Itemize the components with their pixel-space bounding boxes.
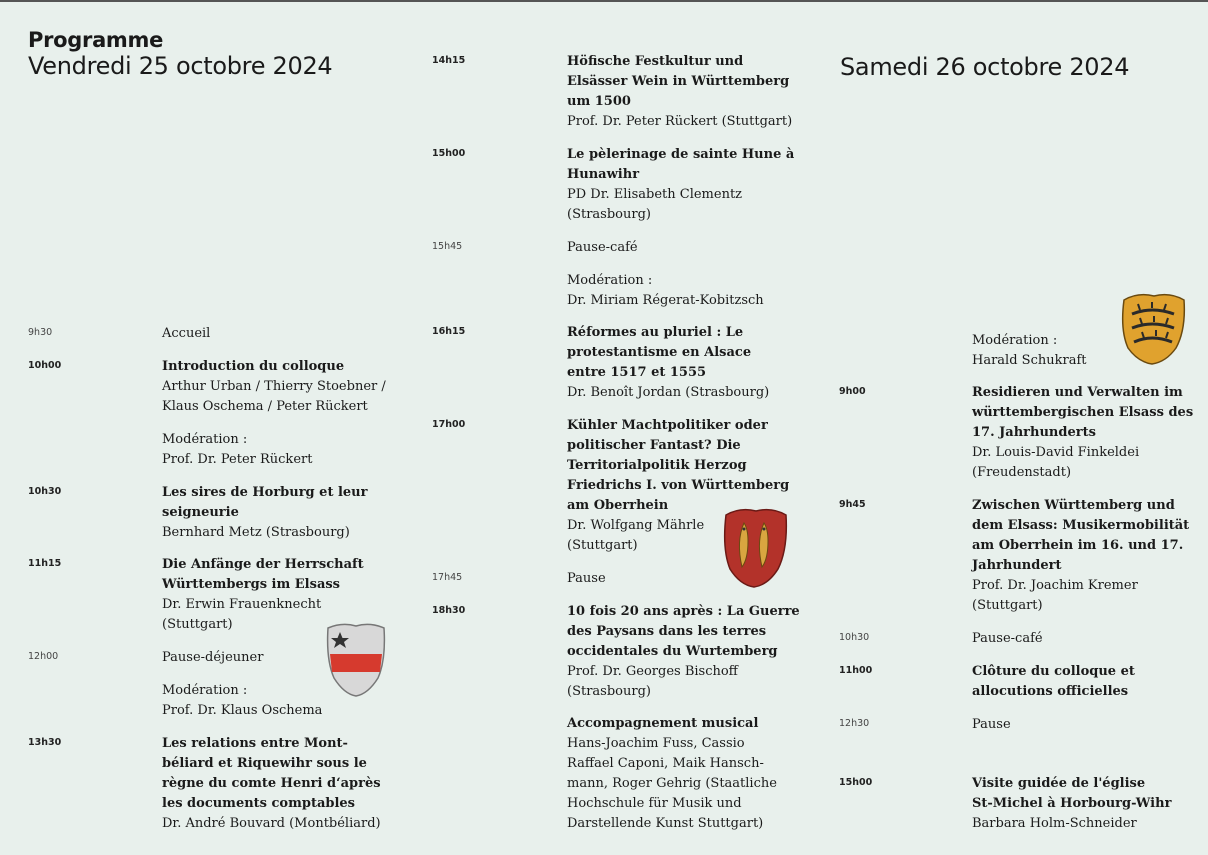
time-label: 12h00: [28, 651, 59, 662]
program-entry: Les relations entre Mont- béliard et Riquewihr sous le règne du comte Henri d‘après les documents comptables Dr. André Bouvard (Montbéliard): [162, 736, 381, 831]
horburg-crest-icon: [322, 620, 390, 698]
program-entry: Accueil: [162, 326, 211, 341]
top-border: [0, 0, 1208, 2]
moderation-entry: Modération : Harald Schukraft: [972, 333, 1087, 368]
day1-heading: Vendredi 25 octobre 2024: [28, 52, 333, 80]
moderation-entry: Modération : Dr. Miriam Régerat-Kobitzsch: [567, 273, 764, 308]
time-label: 12h30: [839, 718, 870, 729]
programme-heading: Programme: [28, 28, 164, 52]
program-entry: Les sires de Horburg et leur seigneurie Bernhard Metz (Strasbourg): [162, 485, 368, 540]
moderation-entry: Modération : Prof. Dr. Peter Rückert: [162, 432, 313, 467]
program-entry: Höfische Festkultur und Elsässer Wein in Württemberg um 1500 Prof. Dr. Peter Rückert (Stuttgart): [567, 54, 793, 129]
program-entry: Pause-café: [972, 631, 1043, 646]
time-label: 17h00: [432, 419, 466, 430]
program-entry: Pause-déjeuner: [162, 650, 264, 665]
time-label: 10h30: [28, 486, 62, 497]
time-label: 16h15: [432, 326, 466, 337]
time-label: 15h45: [432, 241, 463, 252]
program-entry: Pause-café: [567, 240, 638, 255]
antlers-crest-icon: [1114, 290, 1190, 366]
program-entry: Le pèlerinage de sainte Hune à Hunawihr PD Dr. Elisabeth Clementz (Strasbourg): [567, 147, 795, 222]
day2-heading: Samedi 26 octobre 2024: [840, 53, 1130, 81]
time-label: 11h15: [28, 558, 62, 569]
time-label: 11h00: [839, 665, 873, 676]
time-label: 18h30: [432, 605, 466, 616]
time-label: 13h30: [28, 737, 62, 748]
time-label: 15h00: [839, 777, 873, 788]
program-entry: Réformes au pluriel : Le protestantisme en Alsace entre 1517 et 1555 Dr. Benoît Jordan (Strasbourg): [567, 325, 770, 400]
program-entry: Zwischen Württemberg und dem Elsass: Musikermobilität am Oberrhein im 16. und 17. Jahrhundert Prof. Dr. Joachim Kremer (Stuttgart): [972, 498, 1190, 613]
program-entry: Die Anfänge der Herrschaft Württembergs im Elsass Dr. Erwin Frauenknecht (Stuttgart): [162, 557, 364, 632]
program-entry: 10 fois 20 ans après : La Guerre des Paysans dans les terres occidentales du Wurtemberg Prof. Dr. Georges Bischoff (Strasbourg): [567, 604, 800, 699]
time-label: 15h00: [432, 148, 466, 159]
program-entry: Visite guidée de l'église St-Michel à Horbourg-Wihr Barbara Holm-Schneider: [972, 776, 1172, 831]
two-fish-crest-icon: [718, 505, 792, 589]
time-label: 17h45: [432, 572, 463, 583]
time-label: 14h15: [432, 55, 466, 66]
program-entry: Kühler Machtpolitiker oder politischer Fantast? Die Territorialpolitik Herzog Friedrichs I. von Württemberg am Oberrhein Dr. Wolfgang Mährle (Stuttgart): [567, 418, 790, 553]
program-entry: Accompagnement musical Hans-Joachim Fuss, Cassio Raffael Caponi, Maik Hansch- mann, Roger Gehrig (Staatliche Hochschule für Musik und Darstellende Kunst Stuttgart): [567, 716, 777, 831]
time-label: 9h30: [28, 327, 53, 338]
program-entry: Residieren und Verwalten im württembergischen Elsass des 17. Jahrhunderts Dr. Louis-David Finkeldei (Freudenstadt): [972, 385, 1194, 480]
program-entry: Pause: [972, 717, 1011, 732]
program-entry: Clôture du colloque et allocutions officielles: [972, 664, 1135, 699]
time-label: 10h00: [28, 360, 62, 371]
time-label: 9h00: [839, 386, 866, 397]
time-label: 9h45: [839, 499, 866, 510]
time-label: 10h30: [839, 632, 870, 643]
program-entry: Introduction du colloque Arthur Urban / Thierry Stoebner / Klaus Oschema / Peter Rückert: [162, 359, 386, 414]
moderation-entry: Modération : Prof. Dr. Klaus Oschema: [162, 683, 323, 718]
program-entry: Pause: [567, 571, 606, 586]
